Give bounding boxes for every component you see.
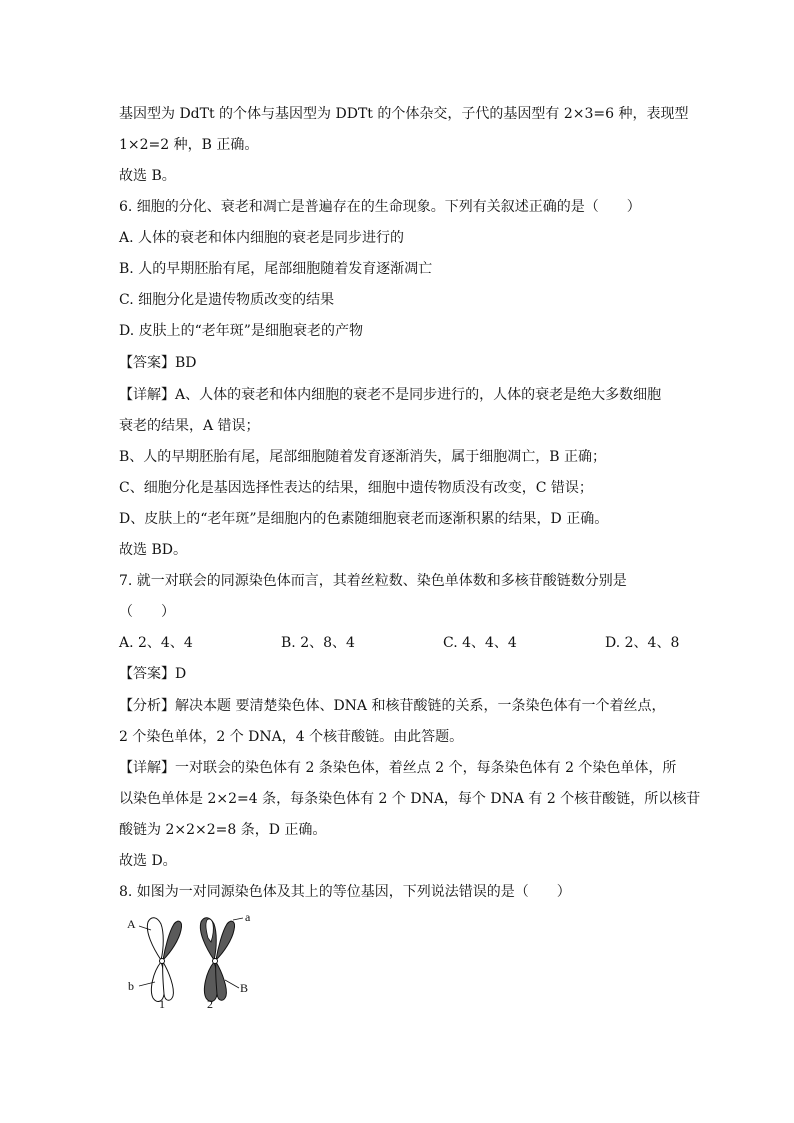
q6-choose: 故选 BD。 — [119, 542, 187, 558]
line-choose-b: 故选 B。 — [119, 168, 176, 184]
chromosome-1 — [147, 918, 181, 1002]
line-genotype-2: 1×2=2 种，B 正确。 — [119, 137, 259, 153]
q7-option-c: C. 4、4、4 — [443, 635, 517, 651]
chromosome-2 — [200, 918, 234, 1002]
q7-explain-2: 以染色单体是 2×2=4 条，每条染色体有 2 个 DNA，每个 DNA 有 2 个核苷酸链，所以核苷 — [119, 791, 701, 807]
q6-explain-5: D、皮肤上的“老年斑”是细胞内的色素随细胞衰老而逐渐积累的结果，D 正确。 — [119, 511, 609, 527]
label-B: B — [240, 981, 249, 995]
q6-explain-4: C、细胞分化是基因选择性表达的结果，细胞中遗传物质没有改变，C 错误； — [119, 480, 593, 496]
chromosome-figure — [119, 910, 269, 1010]
q7-answer: 【答案】D — [119, 666, 187, 682]
q7-option-d: D. 2、4、8 — [605, 635, 680, 651]
label-1: 1 — [159, 997, 165, 1010]
q7-choose: 故选 D。 — [119, 853, 177, 869]
q6-explain-2: 衰老的结果，A 错误； — [119, 418, 260, 434]
label-b: b — [128, 979, 134, 993]
q6-answer: 【答案】BD — [119, 355, 197, 371]
q7-analysis-1: 【分析】解决本题 要清楚染色体、DNA 和核苷酸链的关系，一条染色体有一个着丝点， — [119, 698, 666, 714]
q7-explain-1: 【详解】一对联会的染色体有 2 条染色体，着丝点 2 个，每条染色体有 2 个染色单体，所 — [119, 760, 677, 776]
q6-option-b: B. 人的早期胚胎有尾，尾部细胞随着发育逐渐凋亡 — [119, 261, 433, 277]
question-7-paren: （ ） — [119, 604, 175, 620]
q6-option-d: D. 皮肤上的“老年斑”是细胞衰老的产物 — [119, 323, 363, 339]
q7-analysis-2: 2 个染色单体，2 个 DNA，4 个核苷酸链。由此答题。 — [119, 729, 464, 745]
line-genotype-1: 基因型为 DdTt 的个体与基因型为 DDTt 的个体杂交，子代的基因型有 2×3=6 种，表现型 — [119, 106, 689, 122]
q6-explain-3: B、人的早期胚胎有尾，尾部细胞随着发育逐渐消失，属于细胞凋亡，B 正确； — [119, 449, 607, 465]
question-7: 7. 就一对联会的同源染色体而言，其着丝粒数、染色单体数和多核苷酸链数分别是 — [119, 573, 627, 589]
label-A: A — [127, 917, 136, 931]
q7-option-b: B. 2、8、4 — [281, 635, 355, 651]
q6-explain-1: 【详解】A、人体的衰老和体内细胞的衰老不是同步进行的，人体的衰老是绝大多数细胞 — [119, 387, 662, 403]
question-8: 8. 如图为一对同源染色体及其上的等位基因，下列说法错误的是（ ） — [119, 884, 571, 900]
label-a: a — [245, 910, 251, 924]
q6-option-c: C. 细胞分化是遗传物质改变的结果 — [119, 292, 335, 308]
q7-explain-3: 酸链为 2×2×2=8 条，D 正确。 — [119, 822, 327, 838]
question-6: 6. 细胞的分化、衰老和凋亡是普遍存在的生命现象。下列有关叙述正确的是（ ） — [119, 199, 641, 215]
q6-option-a: A. 人体的衰老和体内细胞的衰老是同步进行的 — [119, 230, 405, 246]
q7-option-a: A. 2、4、4 — [119, 635, 193, 651]
label-2: 2 — [207, 997, 213, 1010]
